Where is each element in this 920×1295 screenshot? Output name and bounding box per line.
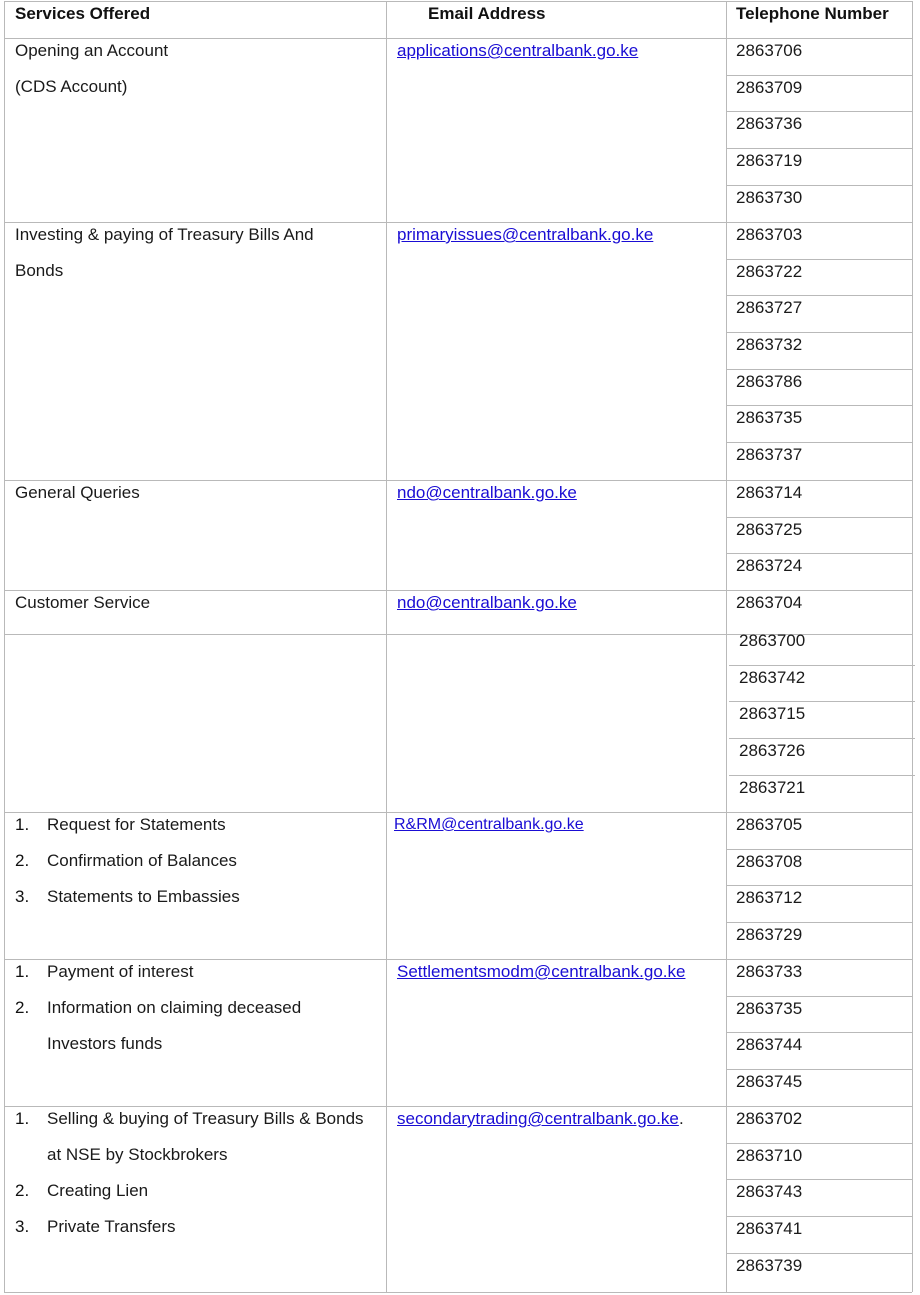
list-number: 2. (15, 1181, 30, 1200)
table-right-border (912, 1, 913, 1292)
header-services-offered: Services Offered (15, 4, 151, 23)
list-number: 2. (15, 851, 30, 870)
email-suffix: . (679, 1109, 684, 1128)
telephone-number: 2863742 (739, 668, 806, 687)
phone-divider (726, 1179, 912, 1180)
phone-divider (726, 553, 912, 554)
list-number: 3. (15, 1217, 30, 1236)
telephone-number: 2863724 (736, 556, 803, 575)
service-text: Payment of interest (47, 962, 194, 981)
header-bottom-border (4, 38, 912, 39)
telephone-number: 2863712 (736, 888, 803, 907)
telephone-number: 2863725 (736, 520, 803, 539)
table-left-border (4, 1, 5, 1292)
telephone-number: 2863729 (736, 925, 803, 944)
telephone-number: 2863719 (736, 151, 803, 170)
telephone-number: 2863735 (736, 999, 803, 1018)
telephone-number: 2863744 (736, 1035, 803, 1054)
phone-divider (726, 185, 912, 186)
service-text: General Queries (15, 483, 140, 502)
telephone-number: 2863721 (739, 778, 806, 797)
service-text: Information on claiming deceased (47, 998, 302, 1017)
telephone-number: 2863737 (736, 445, 803, 464)
telephone-number: 2863786 (736, 372, 803, 391)
phone-divider (726, 75, 912, 76)
service-text: Private Transfers (47, 1217, 176, 1236)
row-divider (4, 222, 912, 223)
column-divider-2 (726, 1, 727, 1292)
row-divider (4, 959, 912, 960)
service-text: Customer Service (15, 593, 151, 612)
telephone-number: 2863703 (736, 225, 803, 244)
telephone-number: 2863732 (736, 335, 803, 354)
phone-divider (726, 517, 912, 518)
telephone-number: 2863733 (736, 962, 803, 981)
row-divider (4, 590, 912, 591)
table-top-border (4, 1, 912, 2)
telephone-number: 2863710 (736, 1146, 803, 1165)
service-text: Opening an Account (15, 41, 169, 60)
service-text: at NSE by Stockbrokers (47, 1145, 228, 1164)
phone-divider (726, 1216, 912, 1217)
email-link[interactable]: Settlementsmodm@centralbank.go.ke (397, 962, 686, 981)
phone-divider (726, 111, 912, 112)
phone-divider (726, 405, 912, 406)
phone-divider (726, 369, 912, 370)
phone-divider (726, 922, 912, 923)
telephone-number: 2863714 (736, 483, 803, 502)
email-link[interactable]: ndo@centralbank.go.ke (397, 593, 577, 612)
list-number: 1. (15, 815, 30, 834)
phone-divider (726, 1069, 912, 1070)
email-link[interactable]: R&RM@centralbank.go.ke (394, 816, 584, 833)
phone-divider (729, 738, 915, 739)
phone-divider (726, 1032, 912, 1033)
email-link[interactable]: applications@centralbank.go.ke (397, 41, 639, 60)
telephone-number: 2863735 (736, 408, 803, 427)
telephone-number: 2863709 (736, 78, 803, 97)
telephone-number: 2863700 (739, 631, 806, 650)
service-text: (CDS Account) (15, 77, 128, 96)
service-text: Creating Lien (47, 1181, 149, 1200)
telephone-number: 2863726 (739, 741, 806, 760)
phone-divider (726, 148, 912, 149)
telephone-number: 2863702 (736, 1109, 803, 1128)
email-link[interactable]: secondarytrading@centralbank.go.ke (397, 1109, 679, 1128)
phone-divider (726, 849, 912, 850)
phone-divider (726, 885, 912, 886)
phone-divider (729, 775, 915, 776)
telephone-number: 2863706 (736, 41, 803, 60)
telephone-number: 2863739 (736, 1256, 803, 1275)
service-text: Bonds (15, 261, 64, 280)
telephone-number: 2863730 (736, 188, 803, 207)
phone-divider (726, 295, 912, 296)
telephone-number: 2863727 (736, 298, 803, 317)
email-link[interactable]: ndo@centralbank.go.ke (397, 483, 577, 502)
list-number: 3. (15, 887, 30, 906)
telephone-number: 2863715 (739, 704, 806, 723)
service-text: Investing & paying of Treasury Bills And (15, 225, 314, 244)
phone-divider (726, 996, 912, 997)
column-divider-1 (386, 1, 387, 1292)
phone-divider (726, 332, 912, 333)
service-text: Confirmation of Balances (47, 851, 237, 870)
phone-divider (726, 1143, 912, 1144)
list-number: 2. (15, 998, 30, 1017)
phone-divider (726, 1253, 912, 1254)
list-number: 1. (15, 1109, 30, 1128)
service-text: Request for Statements (47, 815, 226, 834)
telephone-number: 2863743 (736, 1182, 803, 1201)
list-number: 1. (15, 962, 30, 981)
telephone-number: 2863736 (736, 114, 803, 133)
header-email-address: Email Address (428, 4, 546, 23)
row-divider (4, 1106, 912, 1107)
telephone-number: 2863745 (736, 1072, 803, 1091)
telephone-number: 2863708 (736, 852, 803, 871)
email-link[interactable]: primaryissues@centralbank.go.ke (397, 225, 654, 244)
phone-divider (729, 701, 915, 702)
table-bottom-border (4, 1292, 912, 1293)
service-text: Investors funds (47, 1034, 163, 1053)
telephone-number: 2863722 (736, 262, 803, 281)
telephone-number: 2863741 (736, 1219, 803, 1238)
header-telephone-number: Telephone Number (736, 4, 889, 23)
phone-divider (726, 442, 912, 443)
telephone-number: 2863705 (736, 815, 803, 834)
phone-divider (726, 259, 912, 260)
telephone-number: 2863704 (736, 593, 803, 612)
row-divider (4, 812, 912, 813)
service-text: Statements to Embassies (47, 887, 240, 906)
phone-divider (729, 665, 915, 666)
service-text: Selling & buying of Treasury Bills & Bonds (47, 1109, 364, 1128)
row-divider (4, 480, 912, 481)
